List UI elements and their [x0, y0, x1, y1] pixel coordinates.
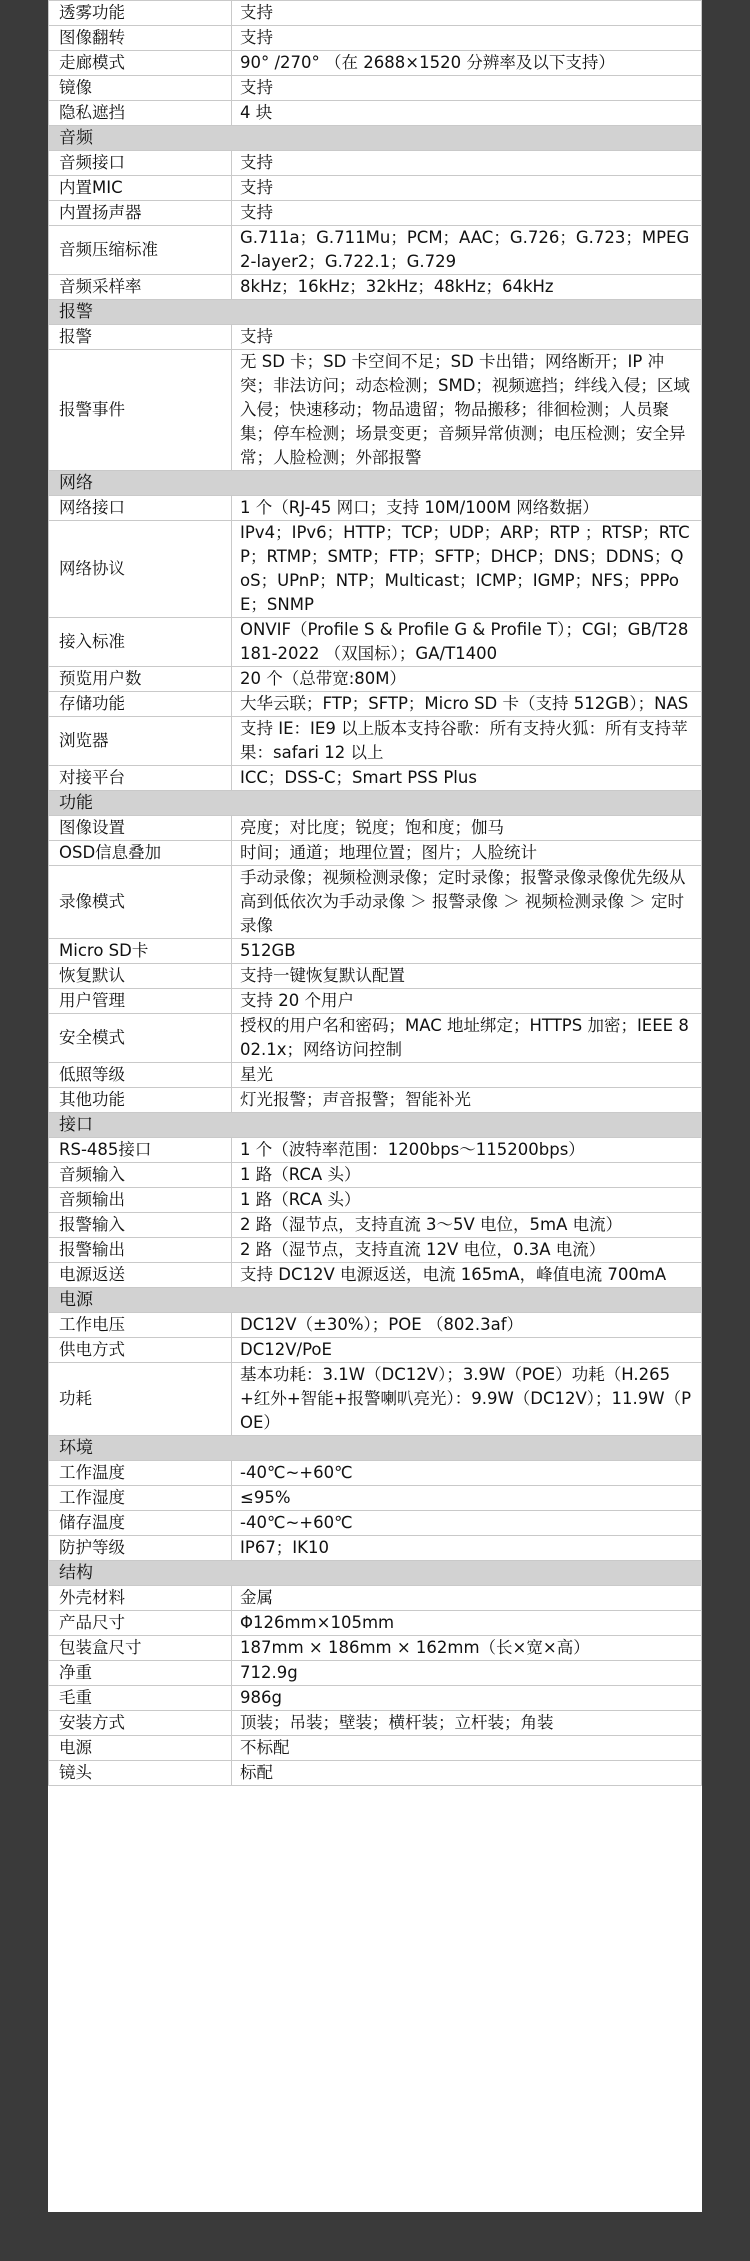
spec-row	[49, 201, 702, 226]
spec-row	[49, 496, 702, 521]
section-title: 电源	[49, 1288, 702, 1313]
spec-label: 安全模式	[49, 1014, 232, 1063]
spec-label: 内置扬声器	[49, 201, 232, 226]
spec-row	[49, 692, 702, 717]
spec-label: 镜头	[49, 1761, 232, 1786]
spec-value: ICC；DSS-C；Smart PSS Plus	[232, 766, 702, 791]
spec-row	[49, 1263, 702, 1288]
spec-row	[49, 618, 702, 667]
spec-label: 供电方式	[49, 1338, 232, 1363]
section-title: 音频	[49, 126, 702, 151]
section-title: 功能	[49, 791, 702, 816]
spec-label: 工作电压	[49, 1313, 232, 1338]
spec-row	[49, 1363, 702, 1436]
spec-row	[49, 841, 702, 866]
spec-row	[49, 1586, 702, 1611]
spec-row	[49, 1611, 702, 1636]
spec-label: 对接平台	[49, 766, 232, 791]
spec-label: RS-485接口	[49, 1138, 232, 1163]
spec-label: 隐私遮挡	[49, 101, 232, 126]
spec-value: 亮度；对比度；锐度；饱和度；伽马	[232, 816, 702, 841]
spec-row	[49, 350, 702, 471]
spec-value: 187mm × 186mm × 162mm（长×宽×高）	[232, 1636, 702, 1661]
spec-row	[49, 816, 702, 841]
spec-row	[49, 1163, 702, 1188]
spec-label: 防护等级	[49, 1536, 232, 1561]
spec-label: OSD信息叠加	[49, 841, 232, 866]
spec-row	[49, 151, 702, 176]
spec-label: 内置MIC	[49, 176, 232, 201]
spec-value: 90° /270° （在 2688×1520 分辨率及以下支持）	[232, 51, 702, 76]
spec-value: 星光	[232, 1063, 702, 1088]
spec-row	[49, 1338, 702, 1363]
spec-label: 音频接口	[49, 151, 232, 176]
spec-sheet	[48, 0, 702, 2212]
spec-row	[49, 76, 702, 101]
spec-row	[49, 521, 702, 618]
spec-label: 净重	[49, 1661, 232, 1686]
section-header-row	[49, 1113, 702, 1138]
spec-row	[49, 1088, 702, 1113]
spec-table	[48, 0, 702, 1786]
spec-label: 包装盒尺寸	[49, 1636, 232, 1661]
spec-value: 手动录像；视频检测录像；定时录像；报警录像录像优先级从高到低依次为手动录像 ＞ 报警录像 ＞ 视频检测录像 ＞ 定时录像	[232, 866, 702, 939]
spec-value: 授权的用户名和密码；MAC 地址绑定；HTTPS 加密；IEEE 802.1x；网络访问控制	[232, 1014, 702, 1063]
spec-row	[49, 964, 702, 989]
spec-value: 支持一键恢复默认配置	[232, 964, 702, 989]
spec-label: 镜像	[49, 76, 232, 101]
spec-value: G.711a；G.711Mu；PCM；AAC；G.726；G.723；MPEG2-layer2；G.722.1；G.729	[232, 226, 702, 275]
spec-label: 储存温度	[49, 1511, 232, 1536]
spec-row	[49, 1, 702, 26]
section-header-row	[49, 471, 702, 496]
spec-row	[49, 101, 702, 126]
spec-row	[49, 325, 702, 350]
spec-row	[49, 275, 702, 300]
spec-value: 标配	[232, 1761, 702, 1786]
spec-value: ONVIF（Profile S & Profile G & Profile T）；CGI；GB/T28181-2022 （双国标）；GA/T1400	[232, 618, 702, 667]
spec-label: 电源	[49, 1736, 232, 1761]
spec-row	[49, 1138, 702, 1163]
spec-label: 毛重	[49, 1686, 232, 1711]
spec-value: 支持	[232, 176, 702, 201]
spec-label: 图像设置	[49, 816, 232, 841]
spec-row	[49, 1636, 702, 1661]
spec-label: 音频输出	[49, 1188, 232, 1213]
spec-value: Φ126mm×105mm	[232, 1611, 702, 1636]
spec-label: 产品尺寸	[49, 1611, 232, 1636]
spec-row	[49, 26, 702, 51]
spec-label: 网络接口	[49, 496, 232, 521]
spec-value: 无 SD 卡；SD 卡空间不足；SD 卡出错；网络断开；IP 冲突；非法访问；动态检测；SMD；视频遮挡；绊线入侵；区域入侵；快速移动；物品遗留；物品搬移；徘徊检测；人员聚集；停车检测；场景变更；音频异常侦测；电压检测；安全异常；人脸检测；外部报警	[232, 350, 702, 471]
spec-value: DC12V/PoE	[232, 1338, 702, 1363]
section-title: 报警	[49, 300, 702, 325]
spec-row	[49, 1014, 702, 1063]
spec-row	[49, 939, 702, 964]
spec-row	[49, 1686, 702, 1711]
spec-value: 1 个（波特率范围：1200bps～115200bps）	[232, 1138, 702, 1163]
spec-row	[49, 1486, 702, 1511]
section-title: 接口	[49, 1113, 702, 1138]
spec-row	[49, 226, 702, 275]
spec-label: 存储功能	[49, 692, 232, 717]
spec-label: Micro SD卡	[49, 939, 232, 964]
spec-value: 1 个（RJ-45 网口；支持 10M/100M 网络数据）	[232, 496, 702, 521]
spec-row	[49, 1736, 702, 1761]
spec-value: 支持	[232, 76, 702, 101]
spec-row	[49, 1761, 702, 1786]
spec-value: DC12V（±30%）；POE （802.3af）	[232, 1313, 702, 1338]
spec-value: IP67；IK10	[232, 1536, 702, 1561]
spec-value: 支持	[232, 26, 702, 51]
spec-value: 20 个（总带宽:80M）	[232, 667, 702, 692]
spec-row	[49, 989, 702, 1014]
section-header-row	[49, 1288, 702, 1313]
section-title: 网络	[49, 471, 702, 496]
spec-row	[49, 766, 702, 791]
spec-label: 走廊模式	[49, 51, 232, 76]
spec-value: 顶装；吊装；壁装；横杆装；立杆装；角装	[232, 1711, 702, 1736]
spec-label: 报警输出	[49, 1238, 232, 1263]
spec-row	[49, 1188, 702, 1213]
spec-value: 2 路（湿节点，支持直流 12V 电位，0.3A 电流）	[232, 1238, 702, 1263]
spec-row	[49, 1461, 702, 1486]
spec-value: 金属	[232, 1586, 702, 1611]
spec-label: 图像翻转	[49, 26, 232, 51]
spec-label: 音频采样率	[49, 275, 232, 300]
spec-row	[49, 866, 702, 939]
spec-label: 网络协议	[49, 521, 232, 618]
spec-label: 透雾功能	[49, 1, 232, 26]
spec-row	[49, 1063, 702, 1088]
spec-label: 工作温度	[49, 1461, 232, 1486]
spec-label: 浏览器	[49, 717, 232, 766]
spec-value: 大华云联；FTP；SFTP；Micro SD 卡（支持 512GB）；NAS	[232, 692, 702, 717]
spec-label: 报警	[49, 325, 232, 350]
section-header-row	[49, 791, 702, 816]
spec-row	[49, 176, 702, 201]
spec-value: 986g	[232, 1686, 702, 1711]
spec-row	[49, 1661, 702, 1686]
spec-label: 预览用户数	[49, 667, 232, 692]
section-title: 环境	[49, 1436, 702, 1461]
spec-label: 电源返送	[49, 1263, 232, 1288]
spec-value: 1 路（RCA 头）	[232, 1163, 702, 1188]
spec-row	[49, 1238, 702, 1263]
spec-row	[49, 1511, 702, 1536]
spec-value: 2 路（湿节点，支持直流 3～5V 电位，5mA 电流）	[232, 1213, 702, 1238]
spec-row	[49, 1711, 702, 1736]
spec-value: 基本功耗：3.1W（DC12V）；3.9W（POE）功耗（H.265+红外+智能+报警喇叭亮光）：9.9W（DC12V）；11.9W（POE）	[232, 1363, 702, 1436]
spec-value: 1 路（RCA 头）	[232, 1188, 702, 1213]
spec-value: 支持	[232, 325, 702, 350]
spec-row	[49, 717, 702, 766]
spec-value: 时间；通道；地理位置；图片；人脸统计	[232, 841, 702, 866]
section-title: 结构	[49, 1561, 702, 1586]
spec-label: 安装方式	[49, 1711, 232, 1736]
section-header-row	[49, 1436, 702, 1461]
spec-label: 音频压缩标准	[49, 226, 232, 275]
spec-value: 灯光报警；声音报警；智能补光	[232, 1088, 702, 1113]
spec-value: 支持	[232, 151, 702, 176]
spec-value: IPv4；IPv6；HTTP；TCP；UDP；ARP；RTP ；RTSP；RTCP；RTMP；SMTP；FTP；SFTP；DHCP；DNS；DDNS；QoS；UPnP；NTP；Multicast；ICMP；IGMP；NFS；PPPoE；SNMP	[232, 521, 702, 618]
spec-row	[49, 1213, 702, 1238]
spec-value: 支持	[232, 201, 702, 226]
spec-value: 712.9g	[232, 1661, 702, 1686]
spec-value: 支持	[232, 1, 702, 26]
section-header-row	[49, 1561, 702, 1586]
spec-value: -40℃~+60℃	[232, 1511, 702, 1536]
spec-label: 其他功能	[49, 1088, 232, 1113]
section-header-row	[49, 300, 702, 325]
spec-label: 功耗	[49, 1363, 232, 1436]
spec-label: 录像模式	[49, 866, 232, 939]
spec-value: 8kHz；16kHz；32kHz；48kHz；64kHz	[232, 275, 702, 300]
spec-label: 恢复默认	[49, 964, 232, 989]
spec-label: 报警输入	[49, 1213, 232, 1238]
spec-value: ≤95%	[232, 1486, 702, 1511]
spec-value: 支持 DC12V 电源返送，电流 165mA，峰值电流 700mA	[232, 1263, 702, 1288]
spec-value: -40℃~+60℃	[232, 1461, 702, 1486]
spec-value: 支持 20 个用户	[232, 989, 702, 1014]
spec-row	[49, 1313, 702, 1338]
spec-table-body	[49, 1, 702, 1786]
spec-row	[49, 1536, 702, 1561]
spec-value: 不标配	[232, 1736, 702, 1761]
spec-label: 接入标准	[49, 618, 232, 667]
spec-label: 低照等级	[49, 1063, 232, 1088]
spec-row	[49, 51, 702, 76]
spec-label: 用户管理	[49, 989, 232, 1014]
spec-value: 支持 IE：IE9 以上版本支持谷歌：所有支持火狐：所有支持苹果：safari 12 以上	[232, 717, 702, 766]
spec-label: 工作湿度	[49, 1486, 232, 1511]
spec-label: 报警事件	[49, 350, 232, 471]
spec-label: 音频输入	[49, 1163, 232, 1188]
spec-label: 外壳材料	[49, 1586, 232, 1611]
spec-value: 512GB	[232, 939, 702, 964]
spec-value: 4 块	[232, 101, 702, 126]
section-header-row	[49, 126, 702, 151]
spec-row	[49, 667, 702, 692]
